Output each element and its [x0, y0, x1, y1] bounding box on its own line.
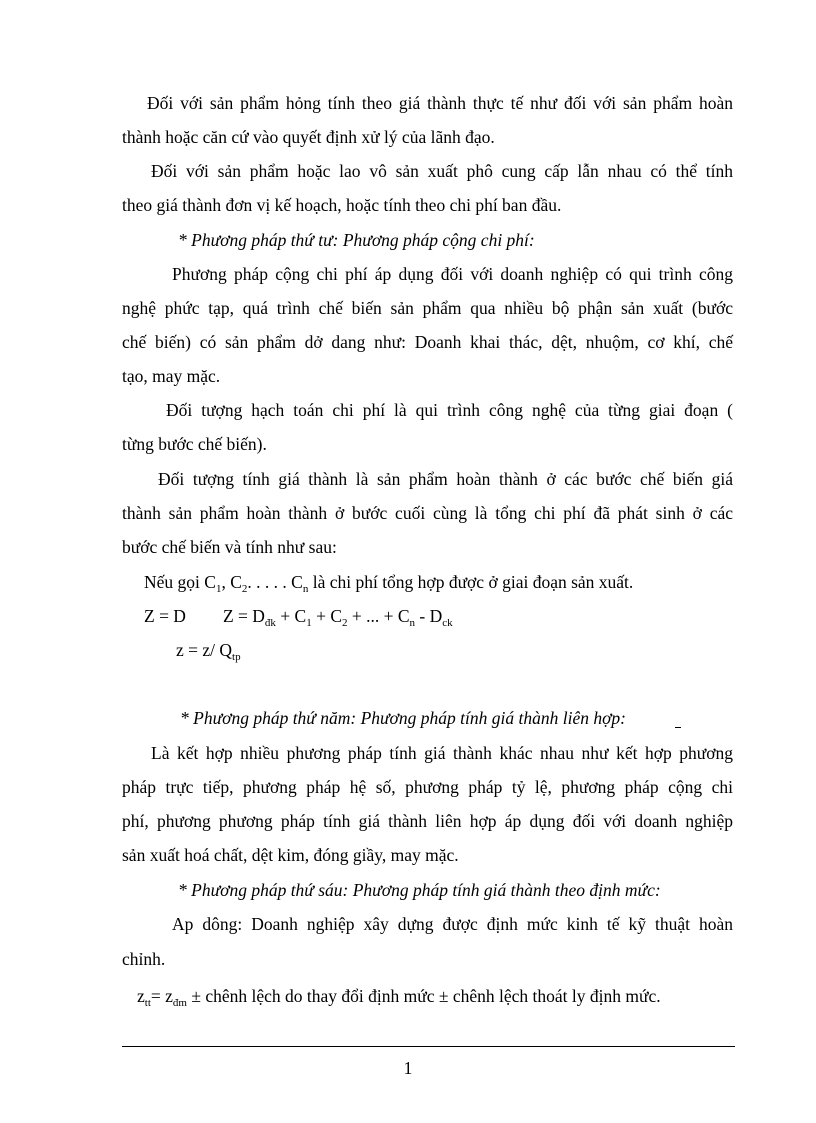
- text-line: thành sản phẩm hoàn thành ở bước cuối cùng là tổng chi phí đã phát sinh ở các: [122, 503, 733, 523]
- text-line: Đối tượng tính giá thành là sản phẩm hoàn thành ở các bước chế biến giá: [158, 469, 733, 489]
- section-heading: * Phương pháp thứ năm: Phương pháp tính giá thành liên hợp:: [180, 708, 627, 728]
- text-line: thành hoặc căn cứ vào quyết định xử lý của lãnh đạo.: [122, 127, 495, 147]
- text-line: theo giá thành đơn vị kế hoạch, hoặc tính theo chi phí ban đầu.: [122, 195, 562, 215]
- formula-line: Nếu gọi $C_1$, $C_2$. . . . . $C_n$ là chi phí tổng hợp được ở giai đoạn sản xuất.: [144, 572, 634, 595]
- text-line: Phương pháp cộng chi phí áp dụng đối với doanh nghiệp có qui trình công: [172, 264, 733, 284]
- text-line: Đối với sản phẩm hoặc lao vô sản xuất phô cung cấp lẫn nhau có thể tính: [151, 161, 733, 181]
- section-heading: * Phương pháp thứ sáu: Phương pháp tính giá thành theo định mức:: [178, 880, 661, 900]
- footer-rule: [122, 1046, 735, 1047]
- page-number: 1: [403, 1058, 413, 1078]
- text-line: bước chế biến và tính như sau:: [122, 537, 337, 557]
- text-line: chế biến) có sản phẩm dở dang như: Doanh khai thác, dệt, nhuộm, cơ khí, chế: [122, 332, 733, 352]
- text-line: nghệ phức tạp, quá trình chế biến sản phẩm qua nhiều bộ phận sản xuất (bước: [122, 298, 733, 318]
- text-line: Đối với sản phẩm hỏng tính theo giá thành thực tế như đối với sản phẩm hoàn: [147, 93, 733, 113]
- text-line: tạo, may mặc.: [122, 366, 221, 386]
- text-line: phí, phương phương pháp tính giá thành liên hợp áp dụng đối với doanh nghiệp: [122, 811, 733, 831]
- text-line: từng bước chế biến).: [122, 434, 267, 454]
- formula-line: $z_{tt}= z_{đm}$ ± chênh lệch do thay đổi định mức ± chênh lệch thoát ly định mức.: [137, 986, 661, 1009]
- text-line: Đối tượng hạch toán chi phí là qui trình công nghệ của từng giai đoạn (: [166, 400, 733, 420]
- text-line: Là kết hợp nhiều phương pháp tính giá thành khác nhau như kết hợp phương: [151, 743, 733, 763]
- text-line: sản xuất hoá chất, dệt kim, đóng giầy, may mặc.: [122, 845, 459, 865]
- formula-line: Z = D $Z = D_{đk} + C_1 + C_2$ + ... + $C_n - D_{ck}$: [144, 606, 453, 629]
- section-heading: * Phương pháp thứ tư: Phương pháp cộng chi phí:: [178, 230, 535, 250]
- heading-underline: [675, 727, 681, 728]
- text-line: chỉnh.: [122, 949, 166, 969]
- text-line: Ap dông: Doanh nghiệp xây dựng được định mức kinh tế kỹ thuật hoàn: [172, 914, 733, 934]
- formula-line: z = z/ $Q_{tp}$: [176, 640, 241, 663]
- text-line: pháp trực tiếp, phương pháp hệ số, phương pháp tỷ lệ, phương pháp cộng chi: [122, 777, 733, 797]
